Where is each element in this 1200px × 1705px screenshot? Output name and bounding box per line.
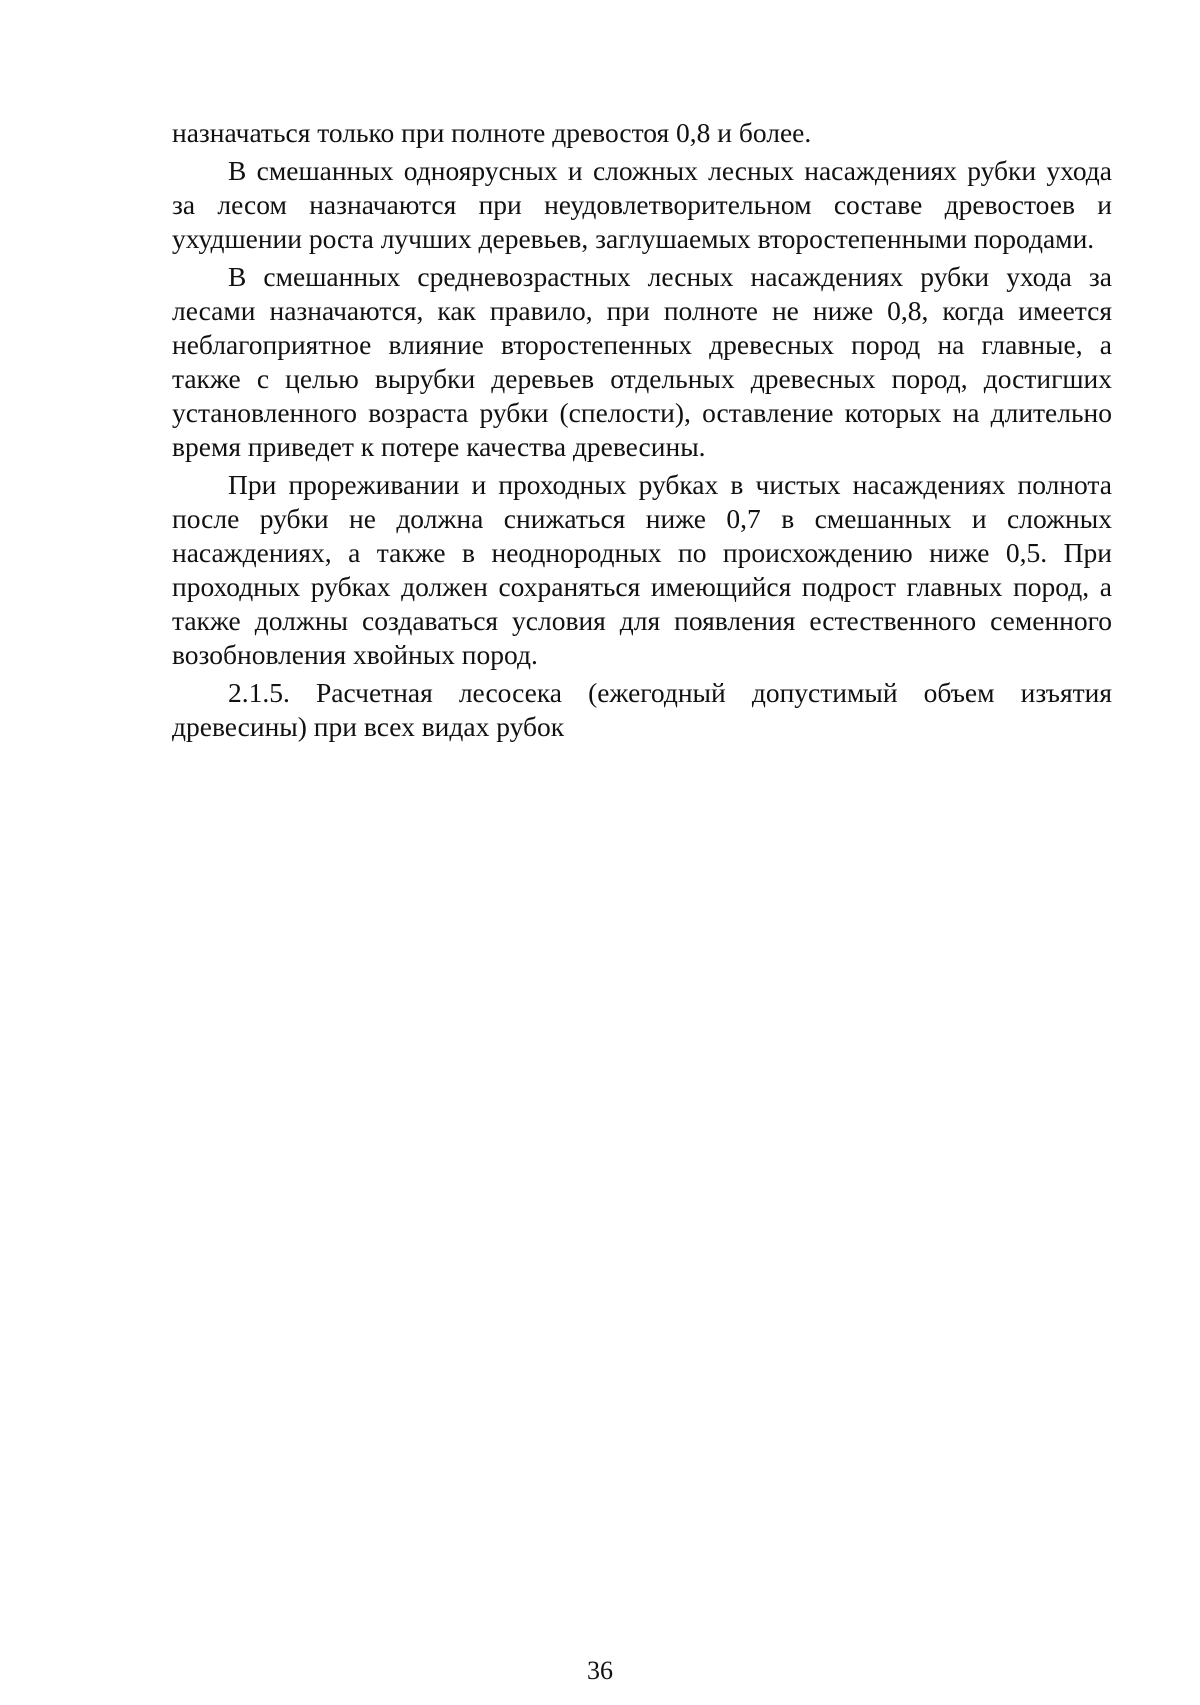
paragraph-middle-aged-stands: В смешанных средневозрастных лесных насаждениях рубки ухода за лесами назначаются, как правило, при полноте не ниже 0,8, когда имеется неблагоприятное влияние второстепенных древесных пород на главные, а также с целью вырубки деревьев отдельных древесных пород, достигших установленного возраста рубки (спелости), оставление которых на длительно время приведет к потере качества древесины. bbox=[172, 261, 1112, 462]
page-number: 36 bbox=[587, 1656, 613, 1685]
paragraph-thinning: При прореживании и проходных рубках в чистых насаждениях полнота после рубки не должна снижаться ниже 0,7 в смешанных и сложных насаждениях, а также в неоднородных по происхождению ниже 0,5. При проходных рубках должен сохраняться имеющийся подрост главных пород, а также должны создаваться условия для появления естественного семенного возобновления хвойных пород. bbox=[172, 469, 1112, 670]
section-heading-2-1-5: 2.1.5. Расчетная лесосека (ежегодный допустимый объем изъятия древесины) при всех видах рубок bbox=[172, 677, 1112, 742]
body-text bbox=[172, 116, 1112, 748]
paragraph-mixed-stands: В смешанных одноярусных и сложных лесных насаждениях рубки ухода за лесом назначаются при неудовлетворительном составе древостоев и ухудшении роста лучших деревьев, заглушаемых второстепенными породами. bbox=[172, 155, 1112, 254]
paragraph-continuation: назначаться только при полноте древостоя 0,8 и более. bbox=[172, 117, 812, 148]
